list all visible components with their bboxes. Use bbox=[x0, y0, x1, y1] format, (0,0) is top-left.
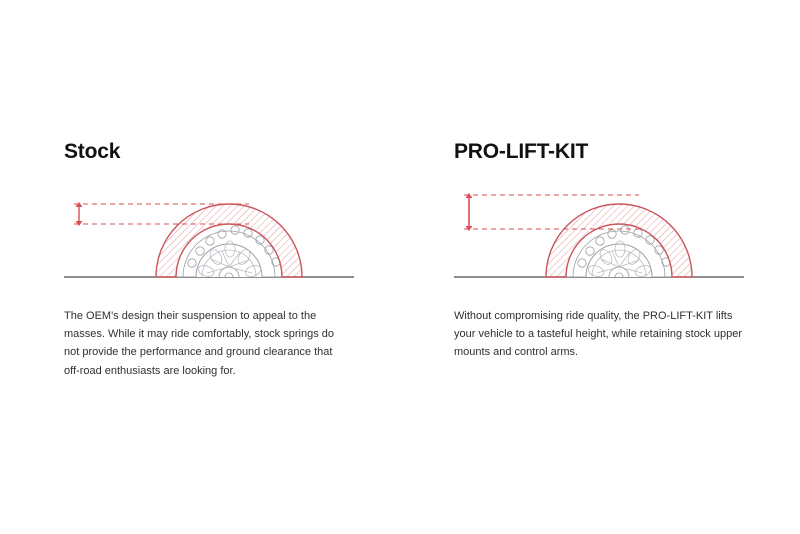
panel-title-stock: Stock bbox=[64, 140, 121, 163]
figure-pro-lift-kit bbox=[454, 181, 744, 293]
panel-title-pro-lift-kit: PRO-LIFT-KIT bbox=[454, 140, 589, 163]
panel-body-pro-lift-kit: Without compromising ride quality, the PRO-LIFT-KIT lifts your vehicle to a tasteful height, while retaining stock upper mounts and control arms. bbox=[454, 310, 742, 359]
panel-pro-lift-kit bbox=[400, 0, 800, 534]
figure-stock bbox=[64, 181, 354, 293]
panel-body-stock: The OEM's design their suspension to appeal to the masses. While it may ride comfortably, stock springs do not provide the performance and ground clearance that off-road enthusiasts are looking for. bbox=[64, 310, 334, 377]
panel-divider bbox=[399, 0, 400, 534]
